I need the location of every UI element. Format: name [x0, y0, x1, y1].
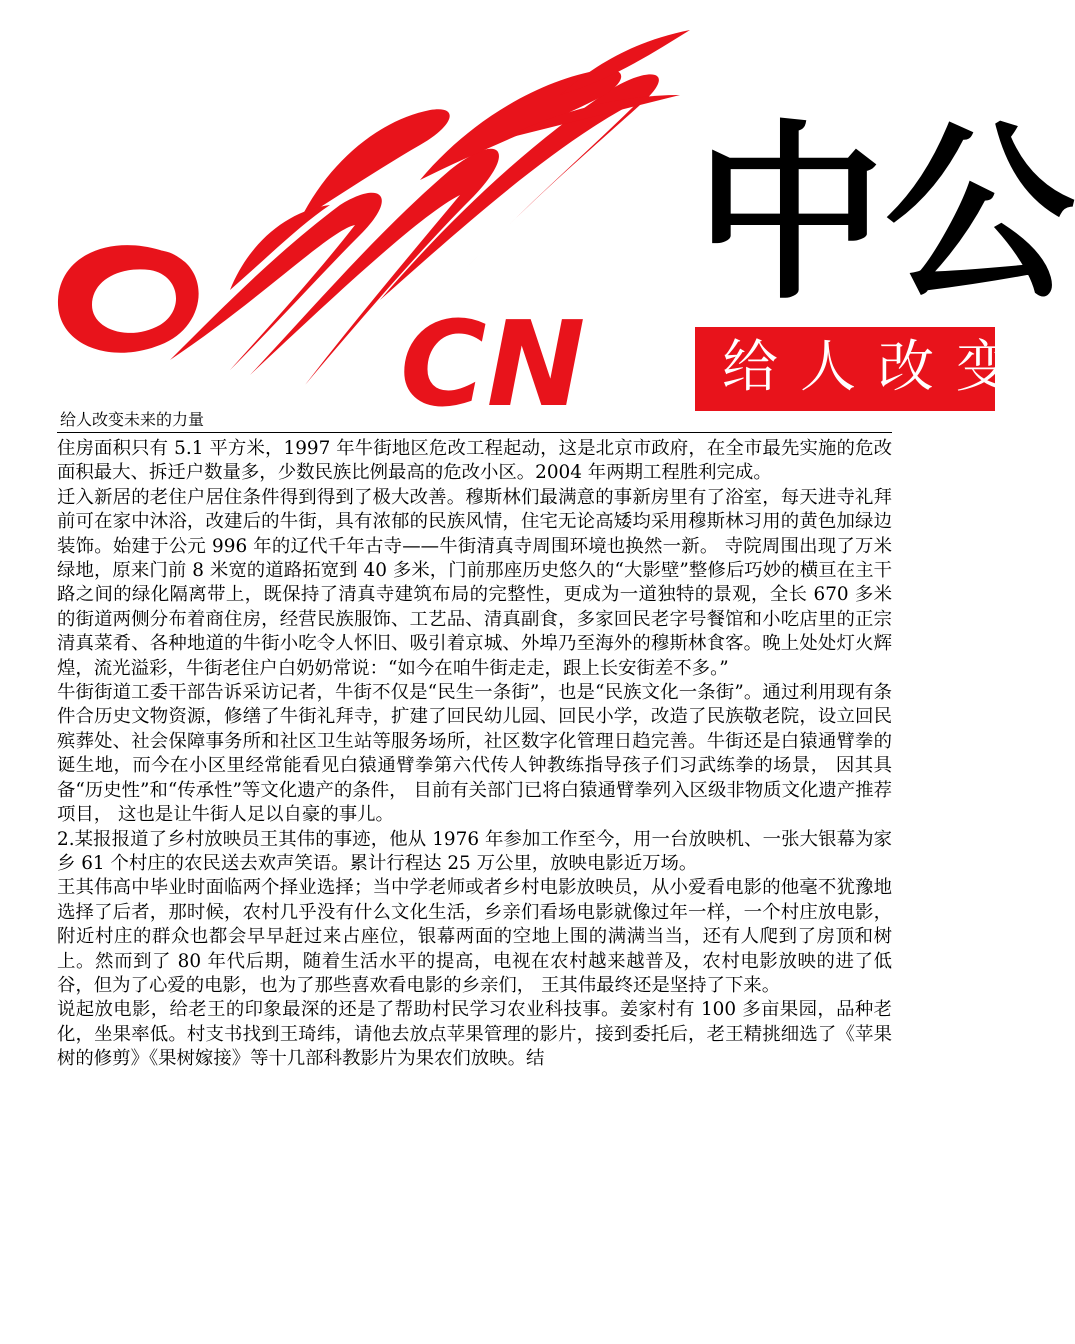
paragraph: 王其伟高中毕业时面临两个择业选择；当中学老师或者乡村电影放映员，从小爱看电影的他毫不犹豫地选择了后者，那时候，农村几乎没有什么文化生活，乡亲们看场电影就像过年一样，一个村庄放电影，附近村庄的群众也都会早早赶过来占座位，银幕两面的空地上围的满满当当，还有人爬到了房顶和树上。然而到了 80 年代后期，随着生活水平的提高，电视在农村越来越普及，农村电影放映的进了低谷，但为了心爱的电影，也为了那些喜欢看电影的乡亲们， 王其伟最终还是坚持了下来。	[57, 877, 892, 996]
brand-name: 中公	[695, 104, 1075, 325]
paragraph: 住房面积只有 5.1 平方米，1997 年牛街地区危改工程起动，这是北京市政府，在全市最先实施的危改面积最大、拆迁户数量多，少数民族比例最高的危改小区。2004 年两期工程胜利完成。	[57, 438, 892, 484]
tagline: 给人改变未来的力量	[60, 410, 205, 429]
paragraph: 迁入新居的老住户居住条件得到得到了极大改善。穆斯林们最满意的事新房里有了浴室，每天进寺礼拜前可在家中沐浴，改建后的牛街，具有浓郁的民族风情，住宅无论高矮均采用穆斯林习用的黄色加绿边装饰。始建于公元 996 年的辽代千年古寺——牛街清真寺周围环境也换然一新。 寺院周围出现了万米绿地，原来门前 8 米宽的道路拓宽到 40 多米，门前那座历史悠久的“大影壁”整修后巧妙的横亘在主干路之间的绿化隔离带上，既保持了清真寺建筑布局的完整性，更成为一道独特的景观，全长 670 多米的街道两侧分布着商住房，经营民族服饰、工艺品、清真副食，多家回民老字号餐馆和小吃店里的正宗清真菜肴、各种地道的牛街小吃令人怀旧、吸引着京城、外埠乃至海外的穆斯林食客。晚上处处灯火辉煌，流光溢彩，牛街老住户白奶奶常说：“如今在咱牛街走走，跟上长安街差不多。”	[57, 486, 892, 679]
header-divider	[57, 432, 892, 433]
paragraph: 牛街街道工委干部告诉采访记者，牛街不仅是“民生一条街”，也是“民族文化一条街”。通过利用现有条件合历史文物资源，修缮了牛街礼拜寺，扩建了回民幼儿园、回民小学，改造了民族敬老院，设立回民殡葬处、社会保障事务所和社区卫生站等服务场所，社区数字化管理日趋完善。牛街还是白猿通臂拳的诞生地，而今在小区里经常能看见白猿通臂拳第六代传人钟教练指导孩子们习武练拳的场景， 因其具备“历史性”和“传承性”等文化遗产的条件， 目前有关部门已将白猿通臂拳列入区级非物质文化遗产推荐项目， 这也是让牛街人足以自豪的事儿。	[57, 682, 892, 826]
article-body	[57, 437, 892, 1072]
cn-logo-letters: CN	[400, 295, 586, 433]
slogan-banner-text: 给人改变	[722, 335, 1034, 400]
paragraph: 说起放电影，给老王的印象最深的还是了帮助村民学习农业科技事。姜家村有 100 多亩果园，品种老化，坐果率低。村支书找到王琦纬，请他去放点苹果管理的影片，接到委托后，老王精挑细选了《苹果树的修剪》《果树嫁接》等十几部科教影片为果农们放映。结	[57, 999, 892, 1070]
paragraph: 2.某报报道了乡村放映员王其伟的事迹，他从 1976 年参加工作至今，用一台放映机、一张大银幕为家乡 61 个村庄的农民送去欢声笑语。累计行程达 25 万公里，放映电影近万场。	[57, 828, 892, 874]
